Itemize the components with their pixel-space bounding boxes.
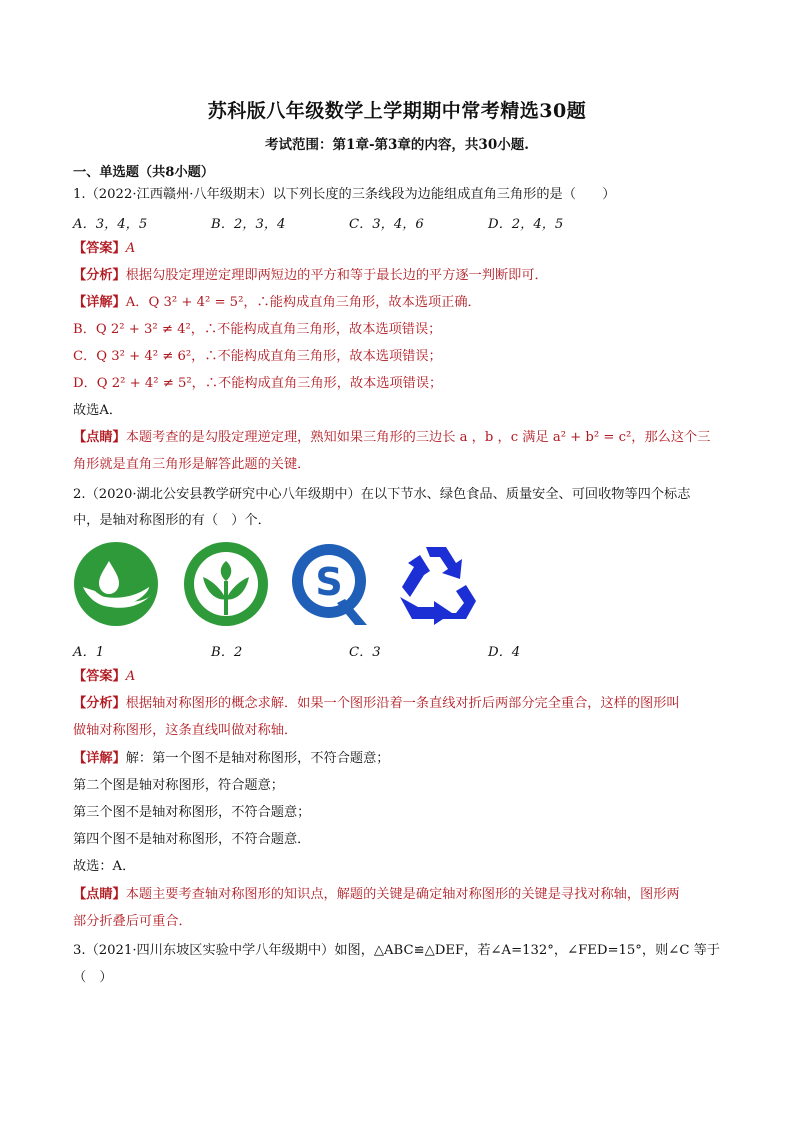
- comment-tag: 【点睛】: [73, 430, 126, 445]
- q1-conclusion: 故选A．: [73, 403, 123, 418]
- comment-text: 本题考查的是勾股定理逆定理，熟知如果三角形的三边长 a ，b ，c 满足 a² + b² = c²，那么这个三: [125, 430, 711, 445]
- q1-comment: [73, 429, 710, 447]
- q2-stem: 2.（2020·湖北公安县教学研究中心八年级期中）在以下节水、绿色食品、质量安全、可回收物等四个标志: [73, 487, 691, 502]
- water-saving-logo: [73, 541, 159, 627]
- q2-comment: [73, 886, 680, 904]
- detail-text: 解：第一个图不是轴对称图形，不符合题意；: [125, 751, 390, 766]
- q1-comment-cont: 角形就是直角三角形是解答此题的关键．: [73, 457, 311, 472]
- q1-detail-line: C．Q 3² + 4² ≠ 6²，∴不能构成直角三角形，故本选项错误；: [73, 349, 442, 364]
- green-food-logo: [181, 541, 271, 627]
- q2-detail-line: [73, 750, 390, 768]
- detail-text: A．Q 3² + 4² = 5²，∴能构成直角三角形，故本选项正确．: [125, 295, 481, 310]
- detail-tag: 【详解】: [73, 751, 126, 766]
- q2-comment-cont: 部分折叠后可重合．: [73, 914, 192, 929]
- quality-safety-logo: [291, 541, 371, 627]
- section-heading: 一、单选题（共8小题）: [73, 165, 215, 180]
- q2-conclusion: 故选：A．: [73, 859, 136, 874]
- q3-stem: 3.（2021·四川东坡区实验中学八年级期中）如图，△ABC≌△DEF，若∠A=132°，∠FED=15°，则∠C 等于: [73, 943, 720, 958]
- q2-analysis: [73, 695, 680, 713]
- q1-option-d: D．2，4，5: [488, 217, 564, 232]
- comment-tag: 【点睛】: [73, 887, 126, 902]
- answer-tag: 【答案】: [73, 669, 126, 684]
- comment-text: 本题主要考查轴对称图形的知识点，解题的关键是确定轴对称图形的关键是寻找对称轴，图形两: [125, 887, 680, 902]
- q2-option-a: A．1: [73, 645, 105, 660]
- q2-stem-cont: 中，是轴对称图形的有（ ）个．: [73, 513, 271, 528]
- q1-option-a: A．3，4，5: [73, 217, 148, 232]
- exam-scope: 考试范围：第1章-第3章的内容，共30小题.: [265, 137, 529, 153]
- answer-tag: 【答案】: [73, 241, 126, 256]
- q1-answer: [73, 240, 135, 258]
- q1-option-b: B．2，3，4: [211, 217, 286, 232]
- analysis-text: 根据轴对称图形的概念求解．如果一个图形沿着一条直线对折后两部分完全重合，这样的图形叫: [125, 696, 680, 711]
- answer-value: A: [125, 669, 136, 684]
- q1-stem: 1.（2022·江西赣州·八年级期末）以下列长度的三条线段为边能组成直角三角形的是（ ）: [73, 187, 616, 202]
- answer-value: A: [125, 241, 136, 256]
- q2-option-c: C．3: [349, 645, 381, 660]
- q1-detail-line: B．Q 2² + 3² ≠ 4²，∴不能构成直角三角形，故本选项错误；: [73, 322, 442, 337]
- recycle-logo: [390, 541, 480, 627]
- analysis-tag: 【分析】: [73, 268, 126, 283]
- q1-detail-line: D．Q 2² + 4² ≠ 5²，∴不能构成直角三角形，故本选项错误；: [73, 376, 443, 391]
- q1-detail-line: [73, 294, 481, 312]
- q2-option-b: B．2: [211, 645, 243, 660]
- q2-answer: [73, 668, 135, 686]
- q3-stem-cont: （ ）: [73, 970, 113, 985]
- detail-tag: 【详解】: [73, 295, 126, 310]
- q1-option-c: C．3，4，6: [349, 217, 424, 232]
- page-title: 苏科版八年级数学上学期期中常考精选30题: [207, 100, 587, 122]
- q2-option-d: D．4: [488, 645, 521, 660]
- q2-detail-line: 第三个图不是轴对称图形，不符合题意；: [73, 805, 311, 820]
- q1-analysis: [73, 267, 548, 285]
- q2-analysis-cont: 做轴对称图形，这条直线叫做对称轴．: [73, 723, 298, 738]
- svg-text:S: S: [315, 560, 343, 604]
- analysis-tag: 【分析】: [73, 696, 126, 711]
- logo-row: [73, 541, 493, 631]
- q2-detail-line: 第二个图是轴对称图形，符合题意；: [73, 778, 284, 793]
- q2-detail-line: 第四个图不是轴对称图形，不符合题意．: [73, 832, 311, 847]
- analysis-text: 根据勾股定理逆定理即两短边的平方和等于最长边的平方逐一判断即可．: [125, 268, 548, 283]
